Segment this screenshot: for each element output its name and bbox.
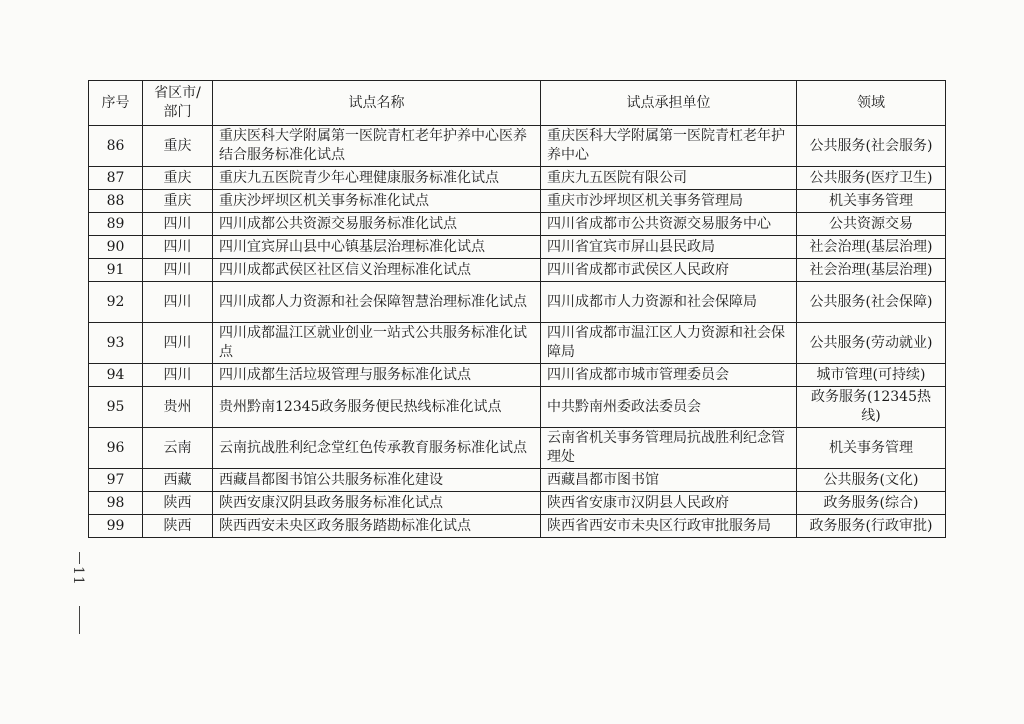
cell-unit: 重庆市沙坪坝区机关事务管理局: [541, 190, 797, 213]
cell-no: 96: [89, 428, 143, 469]
table-row: [89, 167, 946, 190]
cell-name: 陕西西安未央区政务服务踏勘标准化试点: [213, 515, 541, 538]
table-row: [89, 236, 946, 259]
cell-field: 公共服务(社会服务): [797, 126, 946, 167]
cell-province: 云南: [143, 428, 213, 469]
cell-unit: 重庆医科大学附属第一医院青杠老年护养中心: [541, 126, 797, 167]
cell-unit: 四川成都市人力资源和社会保障局: [541, 282, 797, 323]
table-body: [89, 126, 946, 538]
cell-province: 四川: [143, 282, 213, 323]
cell-unit: 四川省宜宾市屏山县民政局: [541, 236, 797, 259]
cell-field: 政务服务(综合): [797, 492, 946, 515]
cell-field: 政务服务(行政审批): [797, 515, 946, 538]
table-row: [89, 190, 946, 213]
header-name: 试点名称: [213, 81, 541, 126]
cell-unit: 四川省成都市公共资源交易服务中心: [541, 213, 797, 236]
header-province: 省区市/部门: [143, 81, 213, 126]
header-row: [89, 81, 946, 126]
pilot-table: [88, 80, 946, 538]
table-row: [89, 213, 946, 236]
cell-no: 88: [89, 190, 143, 213]
page-number-dash-top: [79, 552, 80, 564]
cell-province: 重庆: [143, 190, 213, 213]
cell-unit: 重庆九五医院有限公司: [541, 167, 797, 190]
cell-field: 公共服务(社会保障): [797, 282, 946, 323]
cell-no: 99: [89, 515, 143, 538]
table-row: [89, 428, 946, 469]
header-no: 序号: [89, 81, 143, 126]
cell-unit: 中共黔南州委政法委员会: [541, 387, 797, 428]
cell-name: 四川成都温江区就业创业一站式公共服务标准化试点: [213, 323, 541, 364]
page-number-dash-bottom: [79, 606, 80, 634]
cell-field: 公共服务(劳动就业): [797, 323, 946, 364]
cell-unit: 四川省成都市温江区人力资源和社会保障局: [541, 323, 797, 364]
cell-unit: 西藏昌都市图书馆: [541, 469, 797, 492]
cell-unit: 陕西省西安市未央区行政审批服务局: [541, 515, 797, 538]
header-unit: 试点承担单位: [541, 81, 797, 126]
cell-field: 机关事务管理: [797, 428, 946, 469]
cell-name: 重庆医科大学附属第一医院青杠老年护养中心医养结合服务标准化试点: [213, 126, 541, 167]
cell-name: 重庆沙坪坝区机关事务标准化试点: [213, 190, 541, 213]
cell-name: 云南抗战胜利纪念堂红色传承教育服务标准化试点: [213, 428, 541, 469]
cell-province: 四川: [143, 323, 213, 364]
table-row: [89, 282, 946, 323]
table-row: [89, 515, 946, 538]
cell-no: 93: [89, 323, 143, 364]
cell-unit: 四川省成都市武侯区人民政府: [541, 259, 797, 282]
cell-no: 94: [89, 364, 143, 387]
cell-name: 重庆九五医院青少年心理健康服务标准化试点: [213, 167, 541, 190]
cell-province: 四川: [143, 236, 213, 259]
cell-no: 86: [89, 126, 143, 167]
cell-unit: 陕西省安康市汉阴县人民政府: [541, 492, 797, 515]
cell-name: 四川成都公共资源交易服务标准化试点: [213, 213, 541, 236]
cell-no: 87: [89, 167, 143, 190]
cell-province: 陕西: [143, 515, 213, 538]
cell-name: 陕西安康汉阴县政务服务标准化试点: [213, 492, 541, 515]
table-row: [89, 323, 946, 364]
cell-province: 四川: [143, 364, 213, 387]
cell-name: 四川成都生活垃圾管理与服务标准化试点: [213, 364, 541, 387]
cell-name: 西藏昌都图书馆公共服务标准化建设: [213, 469, 541, 492]
cell-field: 社会治理(基层治理): [797, 259, 946, 282]
cell-province: 贵州: [143, 387, 213, 428]
cell-province: 重庆: [143, 167, 213, 190]
cell-province: 四川: [143, 259, 213, 282]
cell-field: 公共服务(文化): [797, 469, 946, 492]
cell-no: 91: [89, 259, 143, 282]
table-row: [89, 126, 946, 167]
table-row: [89, 469, 946, 492]
cell-field: 机关事务管理: [797, 190, 946, 213]
cell-no: 90: [89, 236, 143, 259]
cell-name: 四川成都武侯区社区信义治理标准化试点: [213, 259, 541, 282]
cell-province: 陕西: [143, 492, 213, 515]
cell-province: 重庆: [143, 126, 213, 167]
cell-province: 四川: [143, 213, 213, 236]
cell-unit: 云南省机关事务管理局抗战胜利纪念管理处: [541, 428, 797, 469]
cell-no: 97: [89, 469, 143, 492]
table-row: [89, 492, 946, 515]
cell-field: 城市管理(可持续): [797, 364, 946, 387]
cell-field: 公共服务(医疗卫生): [797, 167, 946, 190]
cell-province: 西藏: [143, 469, 213, 492]
table-row: [89, 259, 946, 282]
cell-name: 四川成都人力资源和社会保障智慧治理标准化试点: [213, 282, 541, 323]
page-number: 11: [70, 566, 86, 586]
cell-name: 四川宜宾屏山县中心镇基层治理标准化试点: [213, 236, 541, 259]
header-field: 领域: [797, 81, 946, 126]
cell-no: 95: [89, 387, 143, 428]
cell-no: 89: [89, 213, 143, 236]
table-row: [89, 387, 946, 428]
cell-field: 公共资源交易: [797, 213, 946, 236]
table-header: [89, 81, 946, 126]
cell-unit: 四川省成都市城市管理委员会: [541, 364, 797, 387]
table-row: [89, 364, 946, 387]
cell-field: 社会治理(基层治理): [797, 236, 946, 259]
cell-field: 政务服务(12345热线): [797, 387, 946, 428]
cell-no: 98: [89, 492, 143, 515]
cell-name: 贵州黔南12345政务服务便民热线标准化试点: [213, 387, 541, 428]
cell-no: 92: [89, 282, 143, 323]
